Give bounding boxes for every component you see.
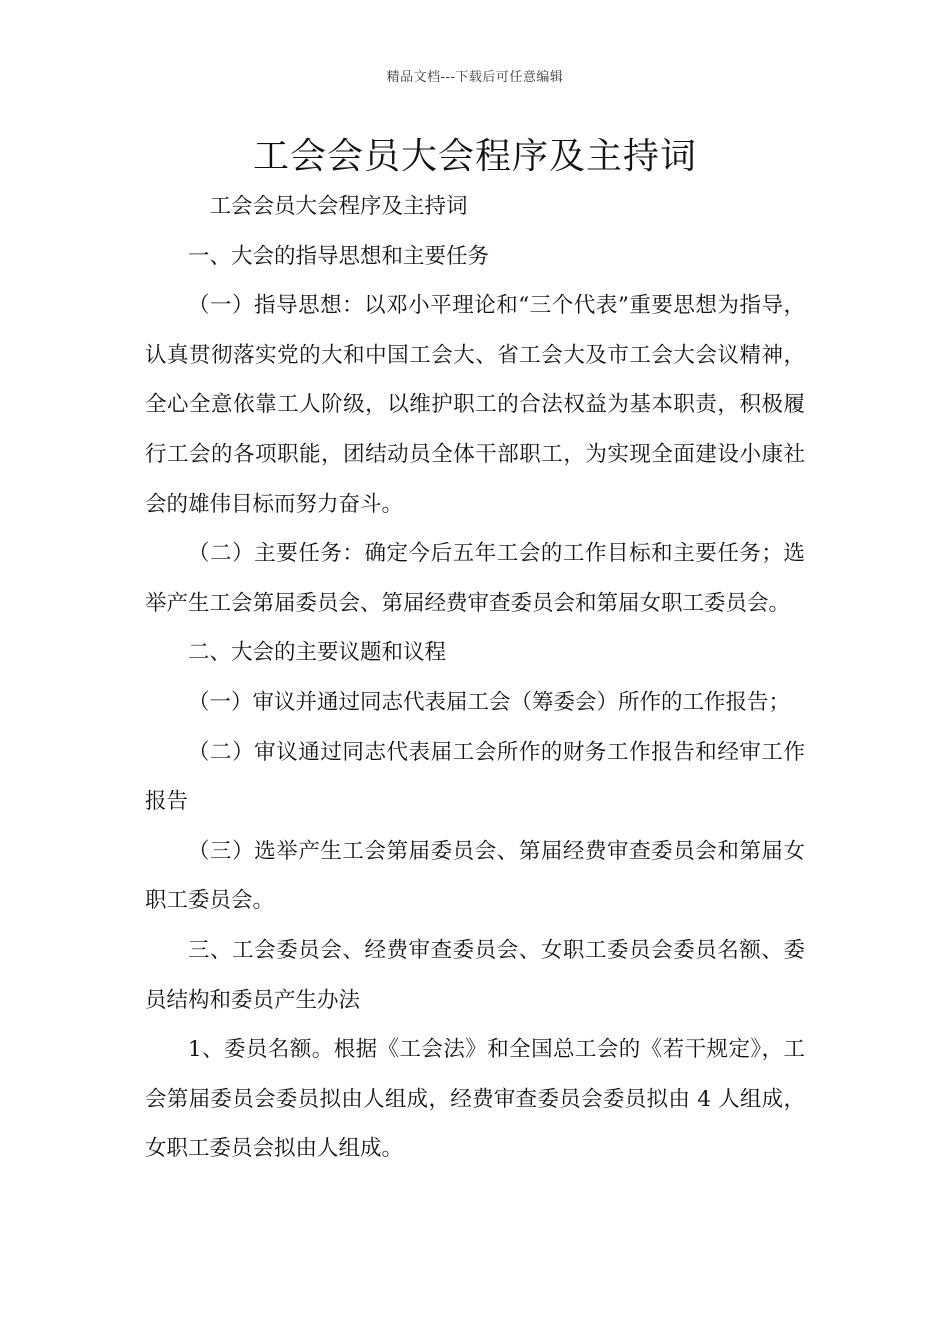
document-title: 工会会员大会程序及主持词 bbox=[252, 136, 697, 177]
header-note: 精品文档---下载后可任意编辑 bbox=[386, 70, 564, 85]
paragraph-main-tasks: （二）主要任务：确定今后五年工会的工作目标和主要任务；选举产生工会第届委员会、第届经费审查委员会和第届女职工委员会。 bbox=[145, 541, 805, 616]
paragraph-agenda-2: （二）审议通过同志代表届工会所作的财务工作报告和经审工作报告 bbox=[145, 739, 805, 815]
subtitle-paragraph: 工会会员大会程序及主持词 bbox=[209, 194, 468, 219]
document-body bbox=[145, 182, 805, 1174]
section-heading-2: 二、大会的主要议题和议程 bbox=[188, 640, 447, 666]
paragraph-member-quota: 1、委员名额。根据《工会法》和全国总工会的《若干规定》，工会第届委员会委员拟由人组成，经费审查委员会委员拟由 4 人组成，女职工委员会拟由人组成。 bbox=[145, 1037, 805, 1162]
paragraph-guiding-thought: （一）指导思想：以邓小平理论和“三个代表”重要思想为指导，认真贯彻落实党的大和中国工会大、省工会大及市工会大会议精神，全心全意依靠工人阶级，以维护职工的合法权益为基本职责，积极履行工会的各项职能，团结动员全体干部职工，为实现全面建设小康社会的雄伟目标而努力奋斗。 bbox=[145, 293, 805, 517]
section-heading-3: 三、工会委员会、经费审查委员会、女职工委员会委员名额、委员结构和委员产生办法 bbox=[145, 937, 805, 1013]
paragraph-agenda-1: （一）审议并通过同志代表届工会（筹委会）所作的工作报告； bbox=[188, 689, 791, 715]
section-heading-1: 一、大会的指导思想和主要任务 bbox=[188, 243, 490, 269]
paragraph-agenda-3: （三）选举产生工会第届委员会、第届经费审查委员会和第届女职工委员会。 bbox=[145, 838, 805, 914]
